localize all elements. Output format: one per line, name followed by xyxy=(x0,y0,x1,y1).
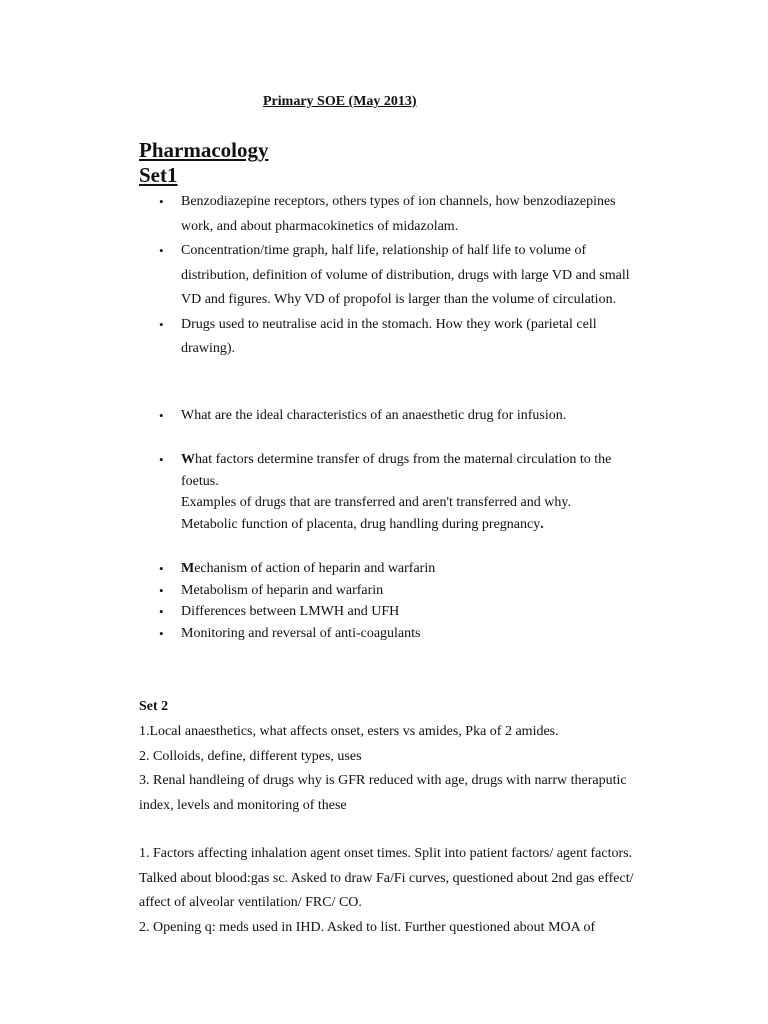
bullet-icon: • xyxy=(159,625,164,641)
set3-items xyxy=(139,842,639,940)
bullet-icon: • xyxy=(159,604,164,619)
list-item-text: Concentration/time graph, half life, relationship of half life to volume of distribution, definition of volume of distribution, drugs with large VD and small VD and figures. Why VD of propofol is larger than the volume of circulation. xyxy=(181,243,630,307)
list-item-text-line2: Examples of drugs that are transferred and aren't transferred and why. xyxy=(181,495,571,510)
set3-item: 2. Opening q: meds used in IHD. Asked to list. Further questioned about MOA of xyxy=(139,919,596,935)
set2-item: 2. Colloids, define, different types, uses xyxy=(139,748,362,764)
list-item-text: What are the ideal characteristics of an anaesthetic drug for infusion. xyxy=(181,408,567,423)
list-item-text: Metabolism of heparin and warfarin xyxy=(181,582,384,598)
bullet-icon: • xyxy=(159,452,164,467)
set2-items xyxy=(139,720,639,818)
list-item xyxy=(159,404,641,429)
list-item-text: echanism of action of heparin and warfarin xyxy=(194,561,436,576)
list-item-text-line3: Metabolic function of placenta, drug handling during pregnancy xyxy=(181,516,541,532)
list-item xyxy=(159,623,641,645)
bullet-icon: • xyxy=(159,316,164,332)
list-item xyxy=(159,580,641,602)
list-item-end-mark: . xyxy=(540,516,544,532)
heading-set2: Set 2 xyxy=(139,699,169,714)
bullet-icon: • xyxy=(159,243,164,258)
list-item-text: Monitoring and reversal of anti-coagulants xyxy=(181,625,421,641)
list-item xyxy=(159,239,641,313)
bullet-icon: • xyxy=(159,408,164,423)
document-header-title: Primary SOE (May 2013) xyxy=(263,94,417,109)
list-item xyxy=(159,449,641,535)
list-item xyxy=(159,313,641,362)
list-item-initial: M xyxy=(181,561,195,576)
list-item xyxy=(159,601,641,623)
list-item-initial: W xyxy=(181,452,195,467)
list-item-text: Drugs used to neutralise acid in the stomach. How they work (parietal cell drawing). xyxy=(181,316,597,356)
heading-pharmacology: Pharmacology xyxy=(139,138,269,162)
set1-list xyxy=(159,190,641,362)
set2-item: 3. Renal handleing of drugs why is GFR reduced with age, drugs with narrw theraputic index, levels and monitoring of these xyxy=(139,773,627,813)
set1-list-placenta xyxy=(159,449,641,535)
list-item xyxy=(159,190,641,239)
bullet-icon: • xyxy=(159,194,164,209)
set2-item: 1.Local anaesthetics, what affects onset, esters vs amides, Pka of 2 amides. xyxy=(139,724,559,739)
set1-list-infusion xyxy=(159,404,641,429)
list-item-text: hat factors determine transfer of drugs from the maternal circulation to the foetus. xyxy=(181,452,612,489)
set3-item: 1. Factors affecting inhalation agent onset times. Split into patient factors/ agent factors. Talked about blood:gas sc. Asked to draw Fa/Fi curves, questioned about 2nd gas effect/ affect of alveolar ventilation/ FRC/ CO. xyxy=(139,846,634,910)
bullet-icon: • xyxy=(159,582,164,598)
list-item xyxy=(159,558,641,580)
set1-list-anticoagulants xyxy=(159,558,641,644)
list-item-text: Benzodiazepine receptors, others types of ion channels, how benzodiazepines work, and about pharmacokinetics of midazolam. xyxy=(181,194,616,234)
bullet-icon: • xyxy=(159,561,164,576)
heading-set1: Set1 xyxy=(139,163,178,187)
list-item-text: Differences between LMWH and UFH xyxy=(181,604,400,619)
